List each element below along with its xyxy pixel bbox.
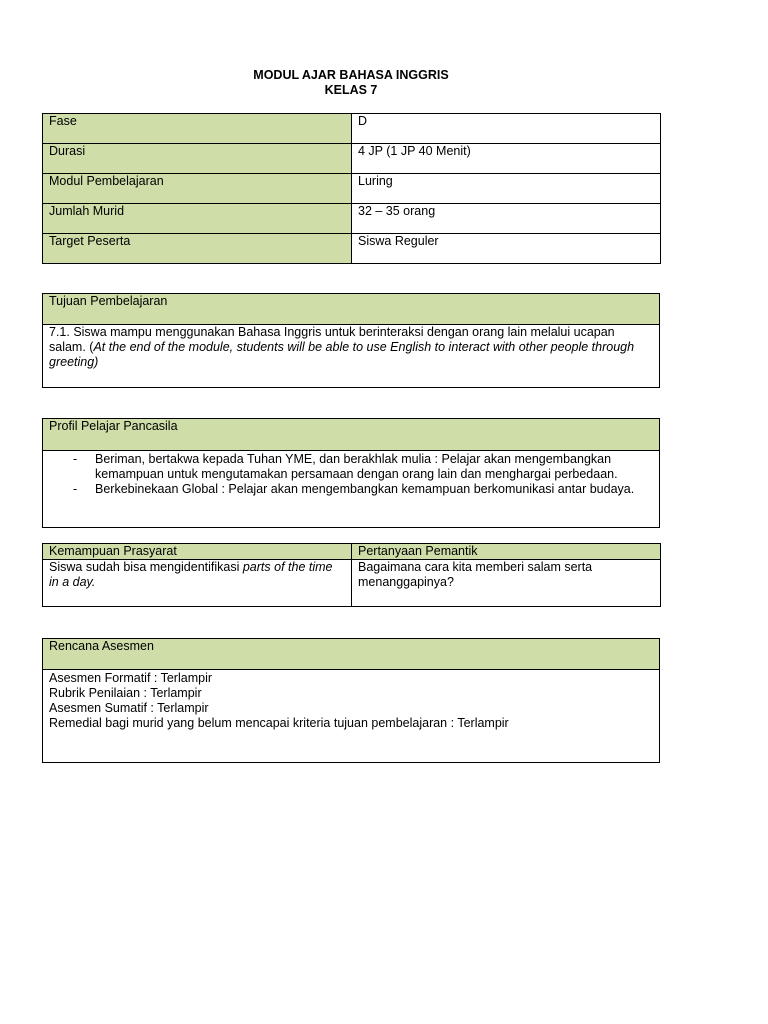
info-table [42,113,661,264]
info-label-modul: Modul Pembelajaran [43,174,352,204]
asesmen-line: Asesmen Sumatif : Terlampir [49,701,209,715]
info-label-fase: Fase [43,114,352,144]
asesmen-heading: Rencana Asesmen [43,639,660,670]
asesmen-content [43,670,660,763]
tujuan-text: 7.1. Siswa mampu menggunakan Bahasa Inggris untuk berinteraksi dengan orang lain melalui ucapan salam. ( [49,325,615,354]
info-value-modul: Luring [352,174,661,204]
info-value-target: Siswa Reguler [352,234,661,264]
info-value-fase: D [352,114,661,144]
tujuan-heading: Tujuan Pembelajaran [43,294,660,325]
kemampuan-heading: Kemampuan Prasyarat [43,544,352,560]
profil-table [42,418,660,528]
pemantik-heading: Pertanyaan Pemantik [352,544,661,560]
asesmen-table [42,638,660,763]
tujuan-content [43,325,660,388]
profil-content [43,451,660,528]
bullet-dash: - [73,482,78,496]
info-value-jumlah: 32 – 35 orang [352,204,661,234]
document-title: MODUL AJAR BAHASA INGGRIS [253,68,449,82]
info-label-durasi: Durasi [43,144,352,174]
info-label-target: Target Peserta [43,234,352,264]
profil-item [49,452,653,482]
tujuan-text-italic: At the end of the module, students will be able to use English to interact with other people through greeting) [49,340,635,369]
bullet-dash: - [73,452,78,466]
profil-heading: Profil Pelajar Pancasila [43,419,660,451]
kemampuan-content [43,560,352,607]
profil-item-text: Berkebinekaan Global : Pelajar akan mengembangkan kemampuan berkomunikasi antar budaya. [95,482,635,496]
profil-item-text: Beriman, bertakwa kepada Tuhan YME, dan berakhlak mulia : Pelajar akan mengembangkan kemampuan untuk mengutamakan persamaan dengan orang lain dan menghargai perbedaan. [95,452,618,481]
asesmen-line: Rubrik Penilaian : Terlampir [49,686,202,700]
asesmen-line: Asesmen Formatif : Terlampir [49,671,213,685]
profil-item [49,482,653,497]
asesmen-line: Remedial bagi murid yang belum mencapai kriteria tujuan pembelajaran : Terlampir [49,716,509,730]
kemampuan-text-italic: parts of the time in a day. [49,560,333,589]
kemampuan-text: Siswa sudah bisa mengidentifikasi [49,560,243,574]
document-subtitle: KELAS 7 [324,83,378,97]
pemantik-content: Bagaimana cara kita memberi salam serta menanggapinya? [352,560,661,607]
tujuan-table [42,293,660,388]
kemampuan-table [42,543,661,607]
info-value-durasi: 4 JP (1 JP 40 Menit) [352,144,661,174]
info-label-jumlah: Jumlah Murid [43,204,352,234]
